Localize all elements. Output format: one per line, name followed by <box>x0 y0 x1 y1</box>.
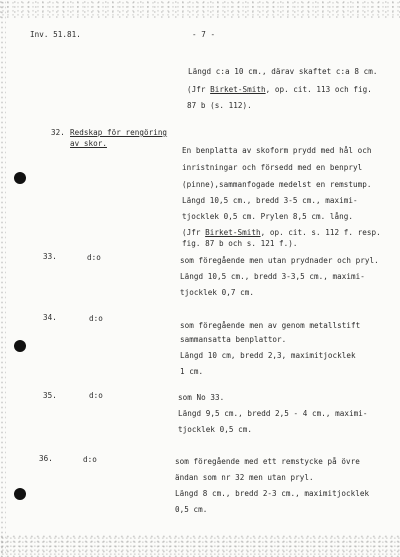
continuation-reference: (Jfr Birket-Smith, op. cit. 113 och fig. <box>187 85 372 94</box>
inventory-number: Inv. 51.81. <box>30 30 81 39</box>
entry-text: tjocklek 0,5 cm. <box>178 425 252 434</box>
punch-hole <box>14 488 26 500</box>
author-name: Birket-Smith <box>205 228 261 237</box>
entry-text: som No 33. <box>178 393 225 402</box>
entry-text: tjocklek 0,7 cm. <box>180 288 254 297</box>
entry-text: tjocklek 0,5 cm. Prylen 8,5 cm. lång. <box>182 212 354 221</box>
entry-reference: fig. 87 b och s. 121 f.). <box>182 239 298 248</box>
scan-noise-bottom <box>0 535 400 557</box>
author-name: Birket-Smith <box>210 85 266 94</box>
entry-text: som föregående men av genom metallstift <box>180 321 361 330</box>
punch-hole <box>14 172 26 184</box>
entry-reference: (Jfr Birket-Smith, op. cit. s. 112 f. resp. <box>182 228 381 237</box>
entry-text: inristningar och försedd med en benpryl <box>182 163 363 172</box>
entry-text: Längd 10 cm, bredd 2,3, maximitjocklek <box>180 351 356 360</box>
entry-text: ändan som nr 32 men utan pryl. <box>175 473 314 482</box>
entry-text: Längd 9,5 cm., bredd 2,5 - 4 cm., maximi- <box>178 409 368 418</box>
entry-number: 33. <box>43 252 57 261</box>
entry-text: 1 cm. <box>180 367 204 376</box>
entry-text: 0,5 cm. <box>175 505 208 514</box>
entry-number: 32. <box>51 128 65 137</box>
punch-hole <box>14 340 26 352</box>
scan-noise-top <box>0 0 400 18</box>
continuation-line: Längd c:a 10 cm., därav skaftet c:a 8 cm. <box>188 67 378 76</box>
entry-text: som föregående men utan prydnader och pryl. <box>180 256 379 265</box>
entry-title: av skor. <box>70 139 107 148</box>
entry-text: som föregående med ett remstycke på övre <box>175 457 360 466</box>
entry-number: 34. <box>43 313 57 322</box>
entry-text: En benplatta av skoform prydd med hål och <box>182 146 372 155</box>
entry-number: 36. <box>39 454 53 463</box>
ditto-mark: d:o <box>89 391 103 400</box>
continuation-line: 87 b (s. 112). <box>187 101 252 110</box>
ditto-mark: d:o <box>89 314 103 323</box>
entry-number: 35. <box>43 391 57 400</box>
ditto-mark: d:o <box>83 455 97 464</box>
entry-text: sammansatta benplattor. <box>180 335 287 344</box>
page-number: - 7 - <box>192 30 216 39</box>
scan-noise-left <box>0 0 6 557</box>
entry-text: (pinne),sammanfogade medelst en remstump. <box>182 180 372 189</box>
entry-text: Längd 10,5 cm., bredd 3-3,5 cm., maximi- <box>180 272 365 281</box>
entry-text: Längd 10,5 cm., bredd 3-5 cm., maximi- <box>182 196 358 205</box>
entry-text: Längd 8 cm., bredd 2-3 cm., maximitjocklek <box>175 489 370 498</box>
entry-title: Redskap för rengöring <box>70 128 168 137</box>
ditto-mark: d:o <box>87 253 101 262</box>
